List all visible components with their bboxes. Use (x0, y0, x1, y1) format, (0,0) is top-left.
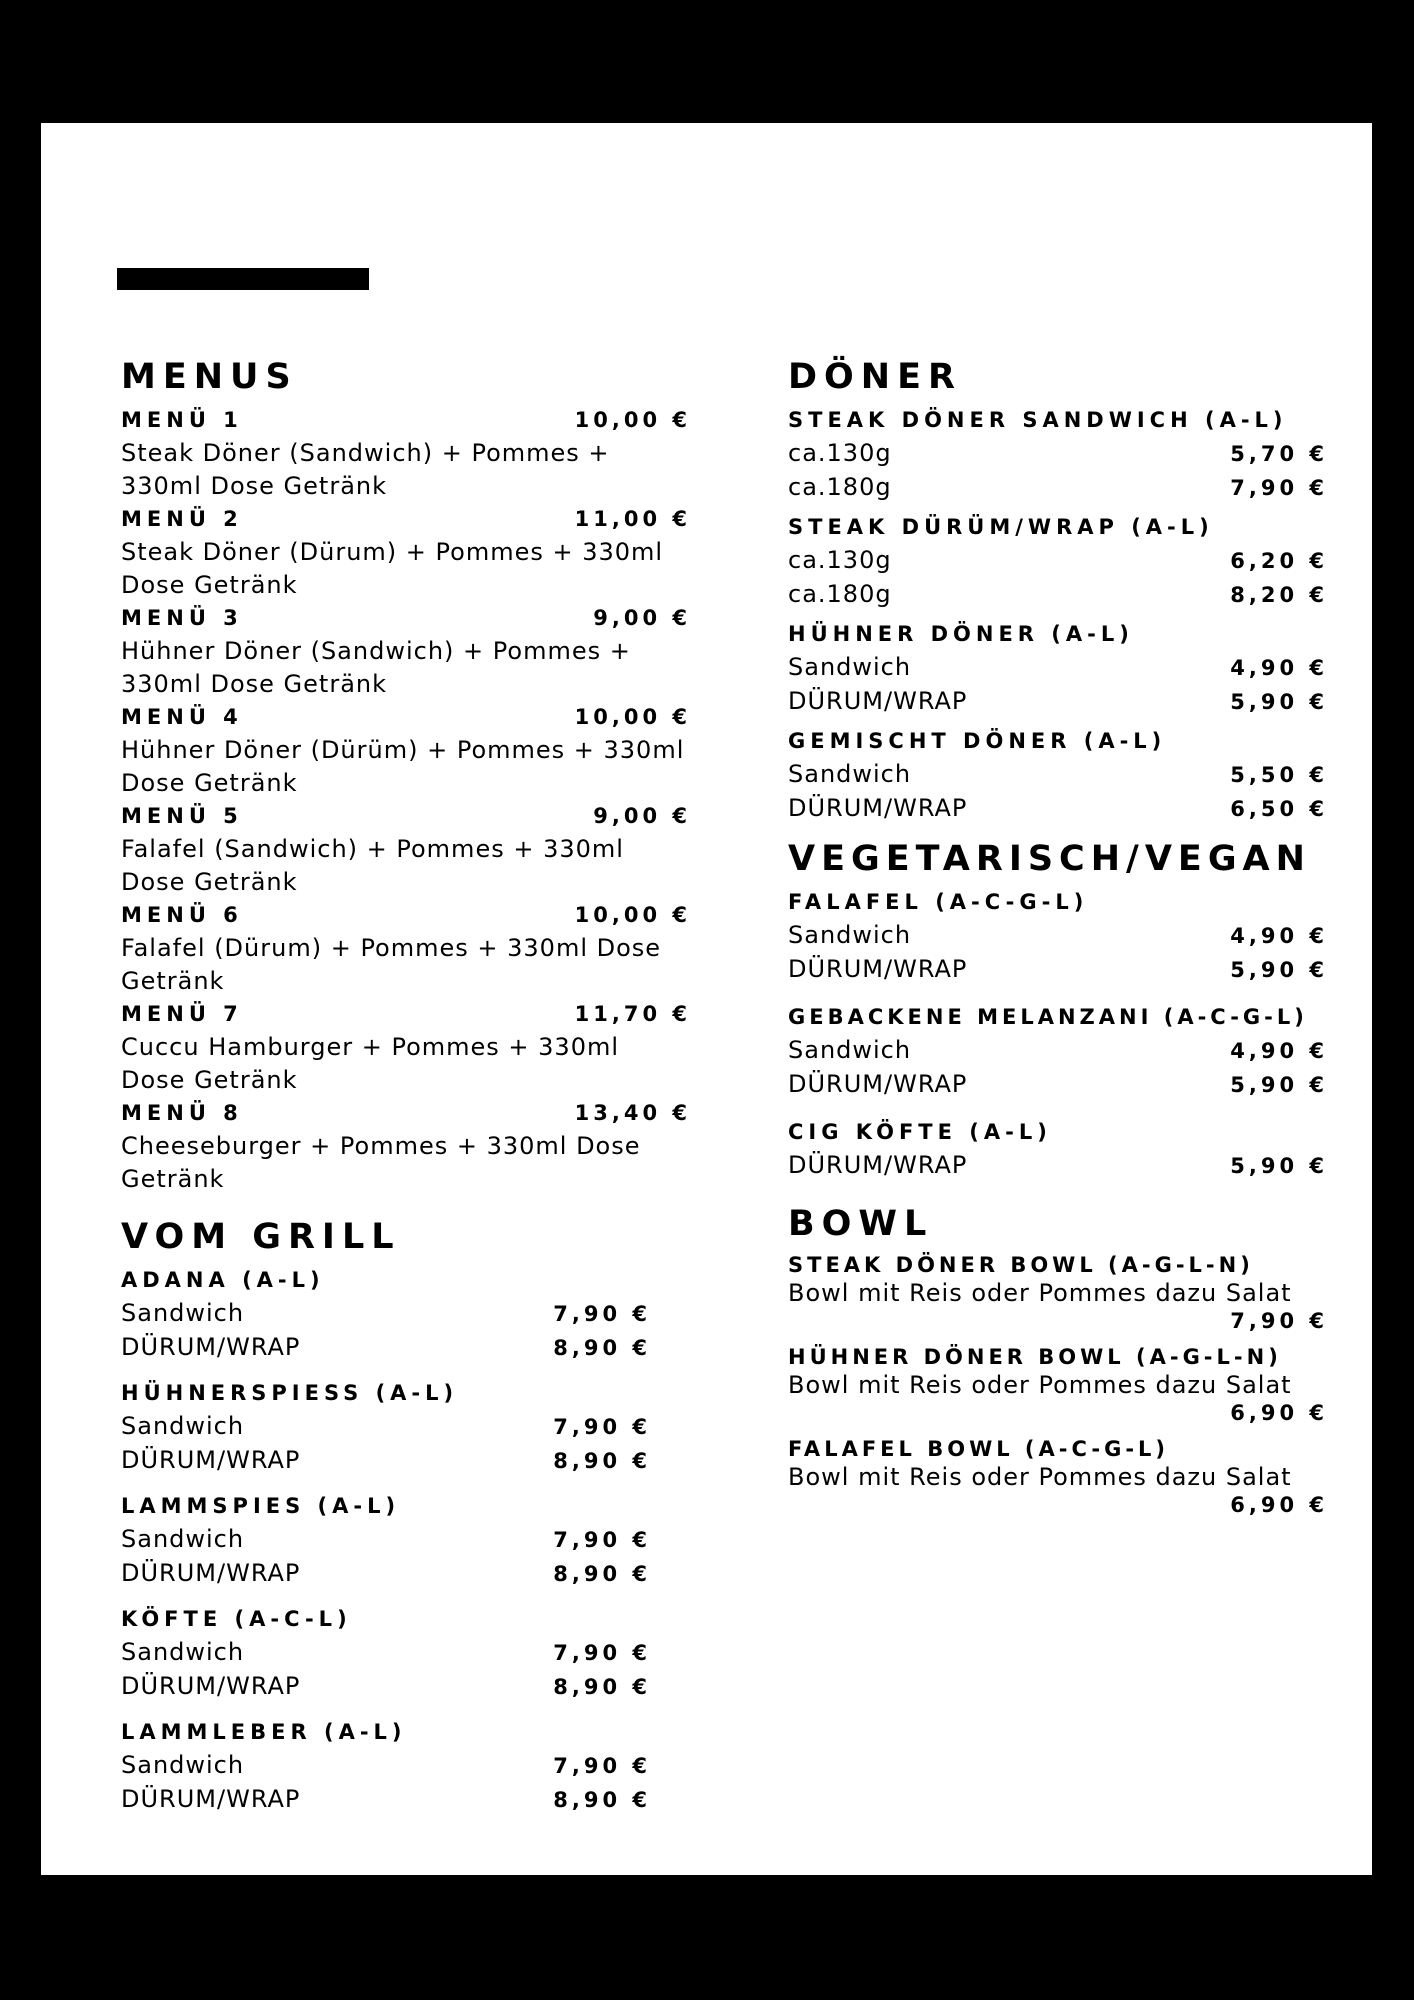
list-item (788, 758, 1348, 792)
right-column (788, 350, 1348, 1527)
bowl-item-price: 6,90 € (1230, 1401, 1328, 1425)
option-price: 4,90 € (1230, 1039, 1328, 1063)
menu-item-name: MENÜ 4 (121, 705, 243, 729)
list-item (121, 1749, 651, 1783)
menu-item-description: Hühner Döner (Dürüm) + Pommes + 330ml Dose Getränk (121, 736, 685, 797)
option-price: 4,90 € (1230, 656, 1328, 680)
option-price: 4,90 € (1230, 924, 1328, 948)
grill-group (121, 1490, 651, 1591)
option-price: 7,90 € (553, 1754, 651, 1778)
menu-item-name: MENÜ 2 (121, 507, 243, 531)
option-label: Sandwich (121, 1525, 245, 1553)
menu-item-price: 9,00 € (593, 606, 691, 630)
option-label: DÜRUM/WRAP (788, 1070, 968, 1098)
decorative-bar (117, 268, 369, 290)
option-label: ca.130g (788, 546, 892, 574)
menu-item (121, 800, 691, 899)
menu-item-name: MENÜ 1 (121, 408, 243, 432)
bowl-item-description: Bowl mit Reis oder Pommes dazu Salat (788, 1279, 1292, 1307)
menu-item (121, 503, 691, 602)
doner-list (788, 404, 1348, 826)
menu-item-description: Steak Döner (Dürum) + Pommes + 330ml Dose Getränk (121, 538, 664, 599)
list-item (788, 792, 1348, 826)
grill-group (121, 1603, 651, 1704)
bowl-item (788, 1343, 1348, 1427)
list-item (121, 1670, 651, 1704)
grill-title: VOM GRILL (121, 1217, 401, 1257)
menu-item-description: Steak Döner (Sandwich) + Pommes + 330ml Dose Getränk (121, 439, 610, 500)
menu-item-price: 10,00 € (574, 408, 691, 432)
menu-item (121, 701, 691, 800)
list-item (788, 1068, 1348, 1102)
list-item (788, 437, 1348, 471)
option-price: 6,50 € (1230, 797, 1328, 821)
option-price: 5,90 € (1230, 958, 1328, 982)
menu-item-price: 9,00 € (593, 804, 691, 828)
option-label: Sandwich (788, 921, 912, 949)
option-label: Sandwich (121, 1299, 245, 1327)
bowl-title: BOWL (788, 1204, 934, 1244)
menu-item (121, 404, 691, 503)
list-item (788, 1149, 1348, 1183)
bowl-item-description: Bowl mit Reis oder Pommes dazu Salat (788, 1371, 1292, 1399)
bowl-item (788, 1251, 1348, 1335)
doner-group (788, 725, 1348, 826)
option-price: 8,90 € (553, 1562, 651, 1586)
option-label: DÜRUM/WRAP (788, 794, 968, 822)
menu-item-description: Cheeseburger + Pommes + 330ml Dose Getränk (121, 1132, 641, 1193)
menu-item-description: Falafel (Sandwich) + Pommes + 330ml Dose Getränk (121, 835, 624, 896)
list-item (788, 685, 1348, 719)
option-price: 8,20 € (1230, 583, 1328, 607)
list-item (788, 544, 1348, 578)
doner-group-name: STEAK DÜRÜM/WRAP (A-L) (788, 515, 1214, 539)
menu-item-price: 11,00 € (574, 507, 691, 531)
veg-list (788, 886, 1348, 1183)
option-label: DÜRUM/WRAP (788, 1151, 968, 1179)
doner-title: DÖNER (788, 357, 962, 397)
menu-item-price: 13,40 € (574, 1101, 691, 1125)
list-item (788, 919, 1348, 953)
list-item (121, 1297, 651, 1331)
option-price: 8,90 € (553, 1336, 651, 1360)
list-item (788, 651, 1348, 685)
option-label: ca.180g (788, 580, 892, 608)
menu-item (121, 998, 691, 1097)
veg-group (788, 1001, 1348, 1102)
option-price: 7,90 € (553, 1528, 651, 1552)
grill-list (121, 1264, 651, 1817)
veg-group (788, 1116, 1348, 1183)
list-item (788, 953, 1348, 987)
bowl-item (788, 1435, 1348, 1519)
option-label: DÜRUM/WRAP (121, 1333, 301, 1361)
veg-group-name: GEBACKENE MELANZANI (A-C-G-L) (788, 1005, 1308, 1029)
list-item (121, 1523, 651, 1557)
option-price: 6,20 € (1230, 549, 1328, 573)
bowl-item-name: HÜHNER DÖNER BOWL (A-G-L-N) (788, 1345, 1282, 1369)
veg-group-name: FALAFEL (A-C-G-L) (788, 890, 1089, 914)
doner-group (788, 618, 1348, 719)
menu-item-price: 10,00 € (574, 705, 691, 729)
bowl-item-description: Bowl mit Reis oder Pommes dazu Salat (788, 1463, 1292, 1491)
option-price: 5,70 € (1230, 442, 1328, 466)
option-price: 7,90 € (553, 1302, 651, 1326)
menu-item-description: Cuccu Hamburger + Pommes + 330ml Dose Getränk (121, 1033, 620, 1094)
option-label: Sandwich (788, 1036, 912, 1064)
grill-group (121, 1264, 651, 1365)
option-price: 5,90 € (1230, 1154, 1328, 1178)
menu-item-name: MENÜ 7 (121, 1002, 243, 1026)
option-label: DÜRUM/WRAP (121, 1446, 301, 1474)
menus-list (121, 404, 691, 1196)
bowl-list (788, 1251, 1348, 1519)
list-item (121, 1331, 651, 1365)
doner-group-name: GEMISCHT DÖNER (A-L) (788, 729, 1167, 753)
menu-item-name: MENÜ 6 (121, 903, 243, 927)
bowl-item-price: 6,90 € (1230, 1493, 1328, 1517)
menu-item (121, 899, 691, 998)
list-item (121, 1410, 651, 1444)
grill-group-name: HÜHNERSPIESS (A-L) (121, 1381, 459, 1405)
option-price: 8,90 € (553, 1449, 651, 1473)
menu-item-name: MENÜ 8 (121, 1101, 243, 1125)
option-price: 5,50 € (1230, 763, 1328, 787)
grill-group (121, 1377, 651, 1478)
bowl-item-name: FALAFEL BOWL (A-C-G-L) (788, 1437, 1170, 1461)
menu-item-name: MENÜ 5 (121, 804, 243, 828)
option-price: 7,90 € (553, 1415, 651, 1439)
option-label: Sandwich (788, 653, 912, 681)
veg-title: VEGETARISCH/VEGAN (788, 839, 1311, 879)
option-label: Sandwich (788, 760, 912, 788)
grill-group-name: ADANA (A-L) (121, 1268, 325, 1292)
option-price: 8,90 € (553, 1788, 651, 1812)
option-label: DÜRUM/WRAP (121, 1559, 301, 1587)
list-item (788, 471, 1348, 505)
option-price: 7,90 € (1230, 476, 1328, 500)
option-label: DÜRUM/WRAP (121, 1785, 301, 1813)
grill-group (121, 1716, 651, 1817)
list-item (121, 1444, 651, 1478)
menu-item (121, 602, 691, 701)
doner-group (788, 511, 1348, 612)
grill-group-name: LAMMLEBER (A-L) (121, 1720, 407, 1744)
grill-group-name: KÖFTE (A-C-L) (121, 1607, 352, 1631)
menu-item-price: 11,70 € (574, 1002, 691, 1026)
option-label: DÜRUM/WRAP (788, 687, 968, 715)
menu-item-name: MENÜ 3 (121, 606, 243, 630)
list-item (788, 1034, 1348, 1068)
grill-group-name: LAMMSPIES (A-L) (121, 1494, 401, 1518)
option-price: 8,90 € (553, 1675, 651, 1699)
bowl-item-price: 7,90 € (1230, 1309, 1328, 1333)
doner-group-name: STEAK DÖNER SANDWICH (A-L) (788, 408, 1288, 432)
option-label: ca.180g (788, 473, 892, 501)
menu-item-description: Falafel (Dürum) + Pommes + 330ml Dose Getränk (121, 934, 662, 995)
option-price: 5,90 € (1230, 1073, 1328, 1097)
list-item (121, 1557, 651, 1591)
menus-title: MENUS (121, 357, 298, 397)
option-price: 7,90 € (553, 1641, 651, 1665)
doner-group-name: HÜHNER DÖNER (A-L) (788, 622, 1134, 646)
veg-group-name: CIG KÖFTE (A-L) (788, 1120, 1052, 1144)
doner-group (788, 404, 1348, 505)
menu-item-description: Hühner Döner (Sandwich) + Pommes + 330ml Dose Getränk (121, 637, 631, 698)
list-item (121, 1783, 651, 1817)
veg-group (788, 886, 1348, 987)
option-label: Sandwich (121, 1751, 245, 1779)
option-label: Sandwich (121, 1412, 245, 1440)
list-item (788, 578, 1348, 612)
list-item (121, 1636, 651, 1670)
option-price: 5,90 € (1230, 690, 1328, 714)
left-column (121, 350, 691, 1829)
option-label: DÜRUM/WRAP (788, 955, 968, 983)
bowl-item-name: STEAK DÖNER BOWL (A-G-L-N) (788, 1253, 1254, 1277)
option-label: Sandwich (121, 1638, 245, 1666)
menu-item (121, 1097, 691, 1196)
option-label: ca.130g (788, 439, 892, 467)
option-label: DÜRUM/WRAP (121, 1672, 301, 1700)
menu-item-price: 10,00 € (574, 903, 691, 927)
